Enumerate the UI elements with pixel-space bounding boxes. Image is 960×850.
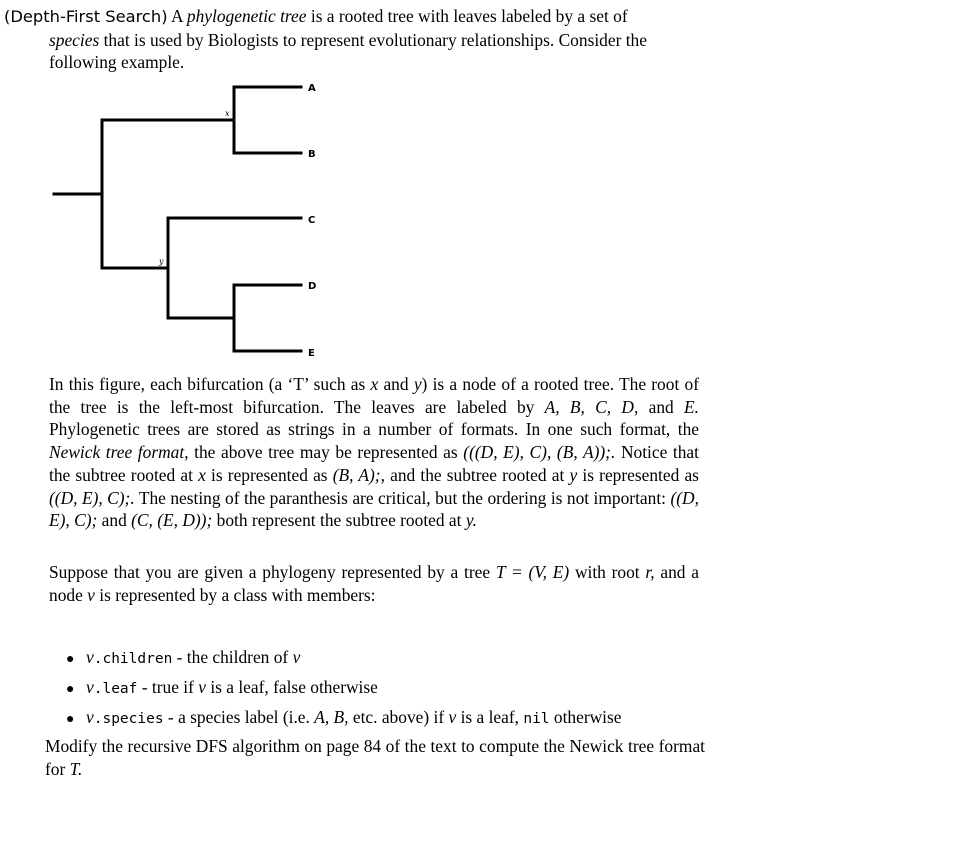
math-C: C,	[595, 396, 612, 417]
term-species: species	[49, 29, 100, 50]
math-tree-def: T = (V, E)	[495, 562, 570, 582]
math-E: E.	[684, 396, 699, 417]
intro-continuation	[4, 29, 698, 74]
bullet-icon: ●	[66, 652, 75, 667]
math-v: v	[87, 584, 95, 605]
member-desc: is a leaf,	[456, 707, 524, 727]
math-AB: A, B,	[314, 707, 349, 727]
p1-text: both represent the subtree rooted at	[216, 510, 462, 531]
p1-text: and	[383, 374, 409, 394]
bullet-icon: ●	[66, 682, 75, 697]
member-desc: otherwise	[549, 707, 622, 727]
intro-paragraph	[4, 5, 698, 74]
paragraph-class-setup	[49, 561, 699, 606]
node-label-x: x	[225, 109, 230, 118]
intro-text-a: A	[170, 6, 183, 26]
term-newick-format: Newick tree format	[49, 442, 185, 463]
member-desc: - a species label (i.e.	[163, 707, 315, 727]
math-v: v	[198, 677, 206, 697]
p1-text: In this figure, each bifurcation (a ‘T’ such as	[49, 374, 366, 394]
p1-text: is represented as	[582, 464, 699, 485]
problem-title: (Depth-First Search)	[4, 7, 168, 26]
p2-text: and a node	[49, 562, 699, 605]
p1-text: , the above tree may be represented as	[184, 442, 458, 463]
newick-variant-2: (C, (E, D));	[131, 510, 213, 531]
math-v: v	[86, 707, 94, 727]
leaf-label-B: B	[308, 149, 316, 160]
p1-text: Notice that the subtree rooted at	[49, 442, 699, 485]
newick-subtree-x: (B, A);,	[332, 464, 385, 485]
p1-text: is represented as	[211, 464, 328, 485]
math-v: v	[292, 647, 301, 667]
term-phylogenetic-tree: phylogenetic tree	[186, 6, 307, 26]
keyword-nil: nil	[523, 711, 550, 727]
p1-text: Phylogenetic trees are stored as strings in a number of formats. In one such format, the	[49, 419, 699, 440]
newick-variant-1: ((D, E), C);	[49, 487, 699, 531]
field-species: .species	[93, 711, 164, 727]
phylogenetic-tree-figure	[48, 78, 328, 363]
member-desc: is a leaf, false otherwise	[205, 677, 378, 697]
p1-text: ) is a node of a rooted tree. The root of the tree is the left-most bifurcation. The leaves are labeled by	[49, 374, 699, 417]
leaf-label-C: C	[308, 215, 316, 226]
math-y: y	[569, 464, 578, 485]
p1-text: and	[648, 396, 674, 417]
newick-full-tree: (((D, E), C), (B, A));.	[463, 442, 616, 463]
math-y: y.	[465, 510, 477, 531]
math-T: T.	[69, 758, 83, 779]
list-item	[66, 645, 622, 675]
p1-text: The nesting of the paranthesis are critical, but the ordering is not important:	[138, 487, 667, 508]
member-desc: - true if	[137, 677, 199, 697]
field-leaf: .leaf	[93, 681, 138, 697]
newick-subtree-y: ((D, E), C);.	[49, 487, 135, 508]
p2-text: Suppose that you are given a phylogeny represented by a tree	[49, 562, 491, 582]
math-v: v	[86, 677, 94, 697]
p2-text: with root	[574, 562, 640, 582]
math-v: v	[448, 707, 457, 727]
list-item	[66, 675, 622, 705]
member-desc: etc. above) if	[348, 707, 449, 727]
leaf-label-D: D	[308, 281, 317, 292]
member-list	[66, 645, 622, 735]
math-D: D,	[621, 396, 639, 417]
math-r: r,	[645, 562, 655, 582]
math-y: y	[413, 374, 422, 394]
math-B: B,	[569, 396, 585, 417]
leaf-label-A: A	[308, 83, 316, 94]
math-v: v	[86, 647, 94, 667]
p1-text: and the subtree rooted at	[390, 464, 565, 485]
intro-text-mid2: that is used by Biologists to represent evolutionary relationships. Consider the following example.	[49, 29, 647, 73]
leaf-label-E: E	[308, 348, 315, 359]
task-paragraph	[45, 735, 705, 780]
member-desc: - the children of	[172, 647, 293, 667]
task-text: Modify the recursive DFS algorithm on page 84 of the text to compute the Newick tree format for	[45, 736, 705, 779]
node-label-y: y	[159, 257, 164, 266]
p1-text: and	[101, 510, 127, 531]
math-A: A,	[544, 396, 560, 417]
list-item	[66, 705, 622, 735]
bullet-icon: ●	[66, 712, 75, 727]
math-x: x	[198, 464, 206, 485]
field-children: .children	[93, 651, 173, 667]
paragraph-newick-explanation	[49, 373, 699, 532]
math-x: x	[370, 374, 379, 394]
intro-text-mid1: is a rooted tree with leaves labeled by a set of	[310, 6, 628, 26]
p2-text: is represented by a class with members:	[99, 584, 376, 605]
